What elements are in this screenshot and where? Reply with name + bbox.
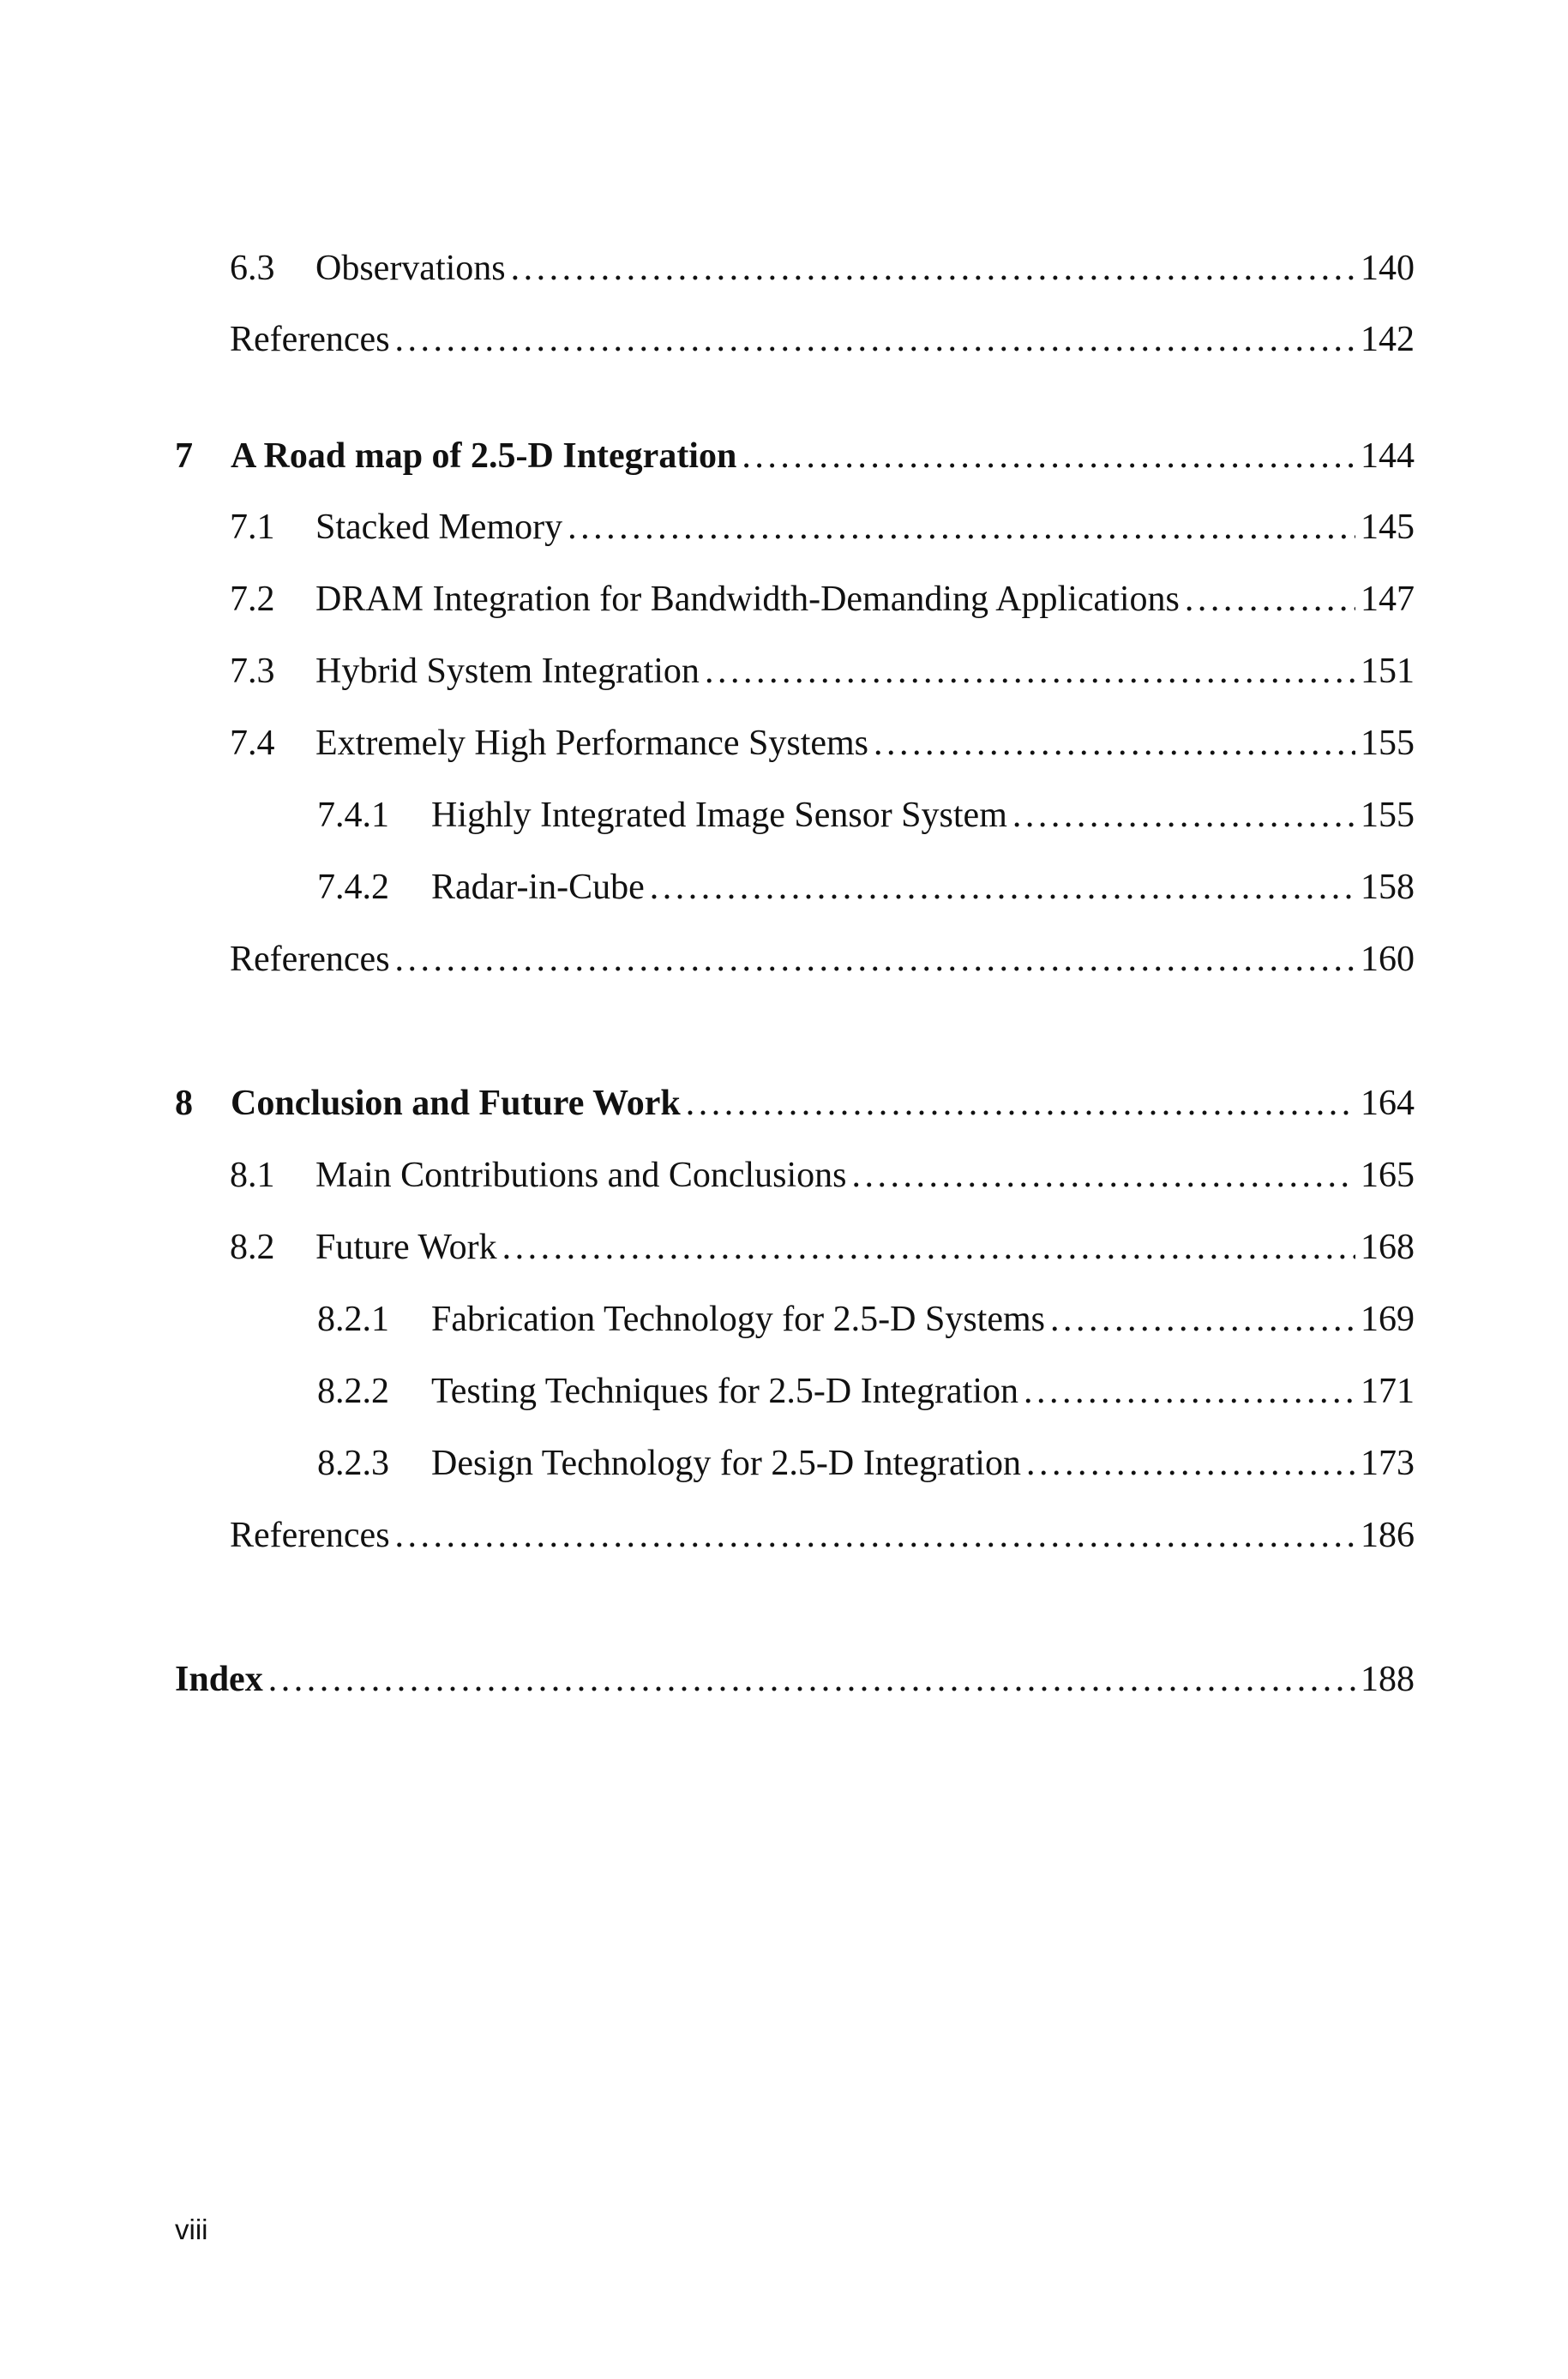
dot-leader <box>568 509 1355 545</box>
toc-title: Future Work <box>315 1228 497 1267</box>
dot-leader <box>874 725 1355 761</box>
toc-title: Design Technology for 2.5-D Integration <box>431 1444 1021 1483</box>
dot-leader <box>1185 581 1355 617</box>
toc-title: Testing Techniques for 2.5-D Integration <box>431 1372 1019 1411</box>
toc-entry-8-2[interactable] <box>230 1229 1415 1265</box>
dot-leader <box>650 869 1355 905</box>
toc-entry-7-4-2[interactable] <box>317 869 1415 905</box>
toc-title: Hybrid System Integration <box>315 652 700 691</box>
toc-number: 7 <box>175 436 193 476</box>
toc-number: 8 <box>175 1084 193 1123</box>
toc-entry-8-2-3[interactable] <box>317 1445 1415 1481</box>
toc-number: 7.3 <box>230 652 275 691</box>
toc-page-number: 142 <box>1361 320 1415 359</box>
toc-entry-7-4-1[interactable] <box>317 797 1415 833</box>
toc-page-number: 144 <box>1361 436 1415 476</box>
toc-entry-references-ch6[interactable] <box>230 321 1415 357</box>
toc-entry-8-2-2[interactable] <box>317 1373 1415 1409</box>
toc-title: References <box>230 1516 390 1555</box>
dot-leader <box>852 1157 1356 1193</box>
dot-leader <box>395 941 1355 977</box>
dot-leader <box>686 1085 1355 1121</box>
toc-page-number: 160 <box>1361 940 1415 979</box>
toc-number: 7.4 <box>230 724 275 763</box>
toc-entry-chapter-8[interactable] <box>175 1085 1415 1121</box>
toc-page-number: 188 <box>1361 1660 1415 1699</box>
dot-leader <box>511 250 1355 286</box>
toc-title: Observations <box>315 249 506 288</box>
toc-entry-references-ch7[interactable] <box>230 941 1415 977</box>
toc-entry-chapter-7[interactable] <box>175 438 1415 474</box>
toc-number: 7.4.1 <box>317 796 389 835</box>
dot-leader <box>268 1661 1355 1697</box>
toc-entry-7-1[interactable] <box>230 509 1415 545</box>
toc-title: Highly Integrated Image Sensor System <box>431 796 1007 835</box>
toc-number: 7.1 <box>230 508 275 547</box>
toc-number: 8.2.3 <box>317 1444 389 1483</box>
toc-entry-8-1[interactable] <box>230 1157 1415 1193</box>
toc-title: Main Contributions and Conclusions <box>315 1156 847 1195</box>
toc-entry-index[interactable] <box>175 1661 1415 1697</box>
toc-number: 8.2 <box>230 1228 275 1267</box>
dot-leader <box>742 438 1355 474</box>
toc-title: Stacked Memory <box>315 508 563 547</box>
toc-number: 8.2.2 <box>317 1372 389 1411</box>
toc-number: 7.2 <box>230 580 275 619</box>
toc-page-number: 140 <box>1361 249 1415 288</box>
dot-leader <box>1026 1445 1355 1481</box>
dot-leader <box>395 1517 1355 1553</box>
toc-page-number: 158 <box>1361 868 1415 907</box>
toc-number: 6.3 <box>230 249 275 288</box>
toc-entry-references-ch8[interactable] <box>230 1517 1415 1553</box>
toc-entry-7-2[interactable] <box>230 581 1415 617</box>
toc-page-number: 186 <box>1361 1516 1415 1555</box>
toc-title: A Road map of 2.5-D Integration <box>231 436 737 476</box>
toc-page-number: 165 <box>1361 1156 1415 1195</box>
toc-title: DRAM Integration for Bandwidth-Demanding Applications <box>315 580 1180 619</box>
toc-number: 8.2.1 <box>317 1300 389 1339</box>
toc-page-number: 168 <box>1361 1228 1415 1267</box>
toc-page-number: 145 <box>1361 508 1415 547</box>
dot-leader <box>502 1229 1355 1265</box>
toc-title: References <box>230 940 390 979</box>
page-folio: viii <box>175 2214 208 2245</box>
dot-leader <box>1024 1373 1355 1409</box>
toc-entry-7-3[interactable] <box>230 653 1415 689</box>
toc-page-number: 155 <box>1361 724 1415 763</box>
toc-title: Radar-in-Cube <box>431 868 645 907</box>
toc-number: 8.1 <box>230 1156 275 1195</box>
toc-page-number: 164 <box>1361 1084 1415 1123</box>
dot-leader <box>1050 1301 1355 1337</box>
toc-page-number: 151 <box>1361 652 1415 691</box>
toc-title: Fabrication Technology for 2.5-D Systems <box>431 1300 1046 1339</box>
dot-leader <box>705 653 1355 689</box>
toc-entry-6-3[interactable] <box>230 250 1415 286</box>
toc-page-number: 173 <box>1361 1444 1415 1483</box>
toc-page-number: 171 <box>1361 1372 1415 1411</box>
toc-page-number: 147 <box>1361 580 1415 619</box>
toc-page-number: 155 <box>1361 796 1415 835</box>
toc-number: 7.4.2 <box>317 868 389 907</box>
toc-page-number: 169 <box>1361 1300 1415 1339</box>
toc-title: Conclusion and Future Work <box>231 1084 681 1123</box>
dot-leader <box>395 321 1355 357</box>
toc-entry-8-2-1[interactable] <box>317 1301 1415 1337</box>
dot-leader <box>1012 797 1355 833</box>
toc-entry-7-4[interactable] <box>230 725 1415 761</box>
toc-title: Extremely High Performance Systems <box>315 724 869 763</box>
toc-title: References <box>230 320 390 359</box>
toc-title: Index <box>175 1660 263 1699</box>
